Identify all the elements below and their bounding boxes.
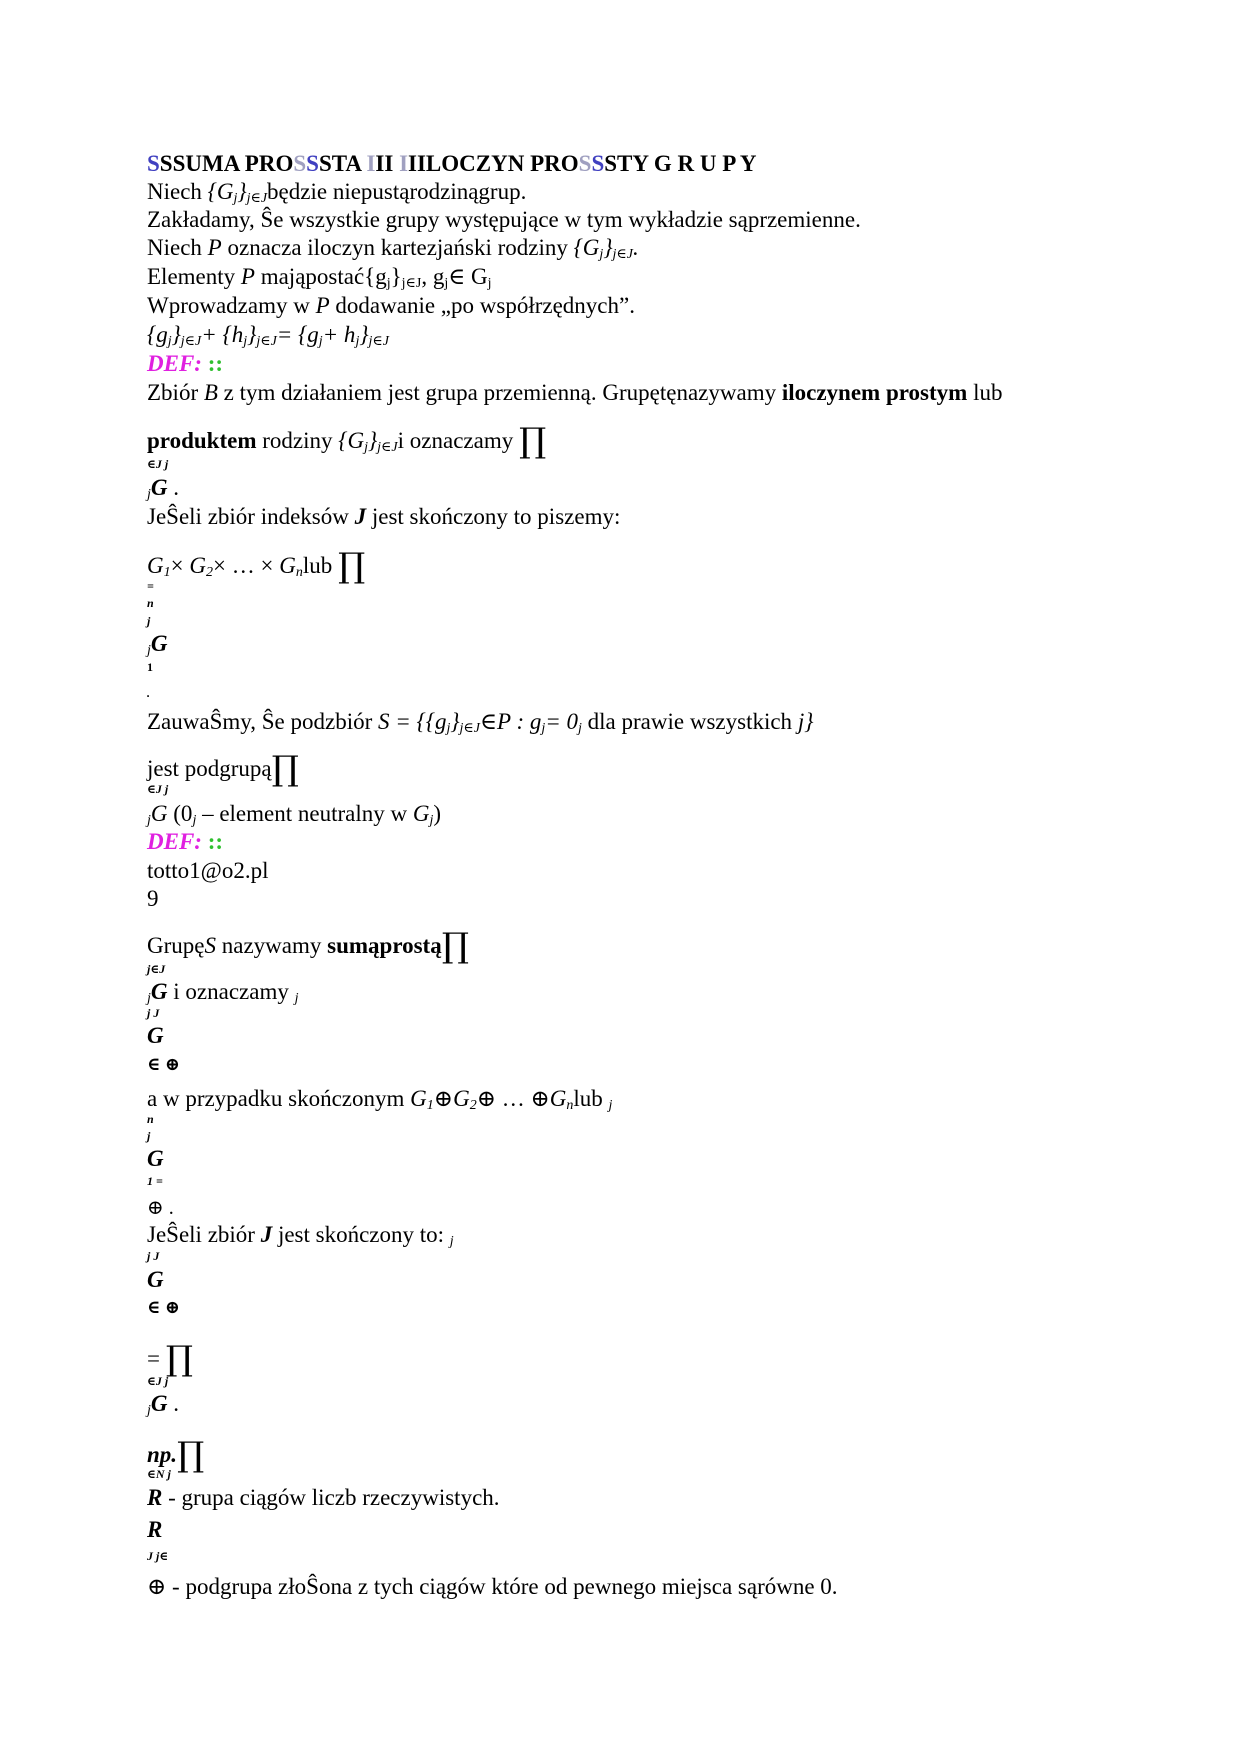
product-symbol: ∏ [441,926,467,966]
math-text: } [359,322,369,347]
math-subscript: j [449,1234,454,1249]
title-glyph: S [306,151,319,176]
title-glyph: S [578,151,592,176]
math-text: : g [510,709,542,734]
text-segment: ZauwaŜmy, Ŝe podzbiór [147,709,379,734]
math-text: } [247,322,257,347]
def-colon: :: [207,829,224,854]
math-subscript: j [599,247,604,262]
math-text: = {{g [389,709,447,734]
text-segment: i oznaczamy [167,979,295,1004]
text-segment: ) [433,801,442,826]
index-fragment: ∈N j [147,1467,171,1481]
math-text: S [204,933,216,958]
text-segment: dla prawie wszystkich [581,709,798,734]
text-segment: nazywamy [215,933,328,958]
text-segment: × … × [212,553,280,578]
math-text: {G [338,428,365,453]
text-segment: dodawanie „po współrzędnych”. [329,293,635,318]
page-number: 9 [147,886,159,911]
text-segment: jest skończony to: [272,1222,450,1247]
bold-term: produktem [147,428,257,453]
math-subscript: 2 [469,1098,477,1113]
text-segment: i oznaczamy [397,428,519,453]
math-subscript: j∈J [368,334,389,349]
math-text: j} [797,709,814,734]
text-segment: JeŜeli zbiór [147,1222,261,1247]
math-text: G [150,475,168,500]
math-subscript: j∈J [401,276,422,291]
math-text: } [171,322,181,347]
math-g: G [147,1267,164,1292]
math-subscript: j [386,276,391,291]
index-fragment: 1 = [147,1174,163,1188]
def-label: DEF: [147,829,202,854]
math-subscript: j [355,334,360,349]
math-text: R [147,1485,163,1510]
text-segment: a w przypadku skończonym [147,1086,411,1111]
definition-heading [147,350,223,378]
math-subscript: j [233,191,238,206]
text-segment: Wprowadzamy w [147,293,316,318]
page-title [147,150,757,178]
math-text: G [189,553,206,578]
text-segment: ⊕ … ⊕ [476,1086,550,1111]
math-subscript: j∈J [612,247,633,262]
math-text: } [237,179,247,204]
product-symbol: ∏ [165,1339,191,1379]
text-segment: lub [967,380,1003,405]
math-text: P [240,264,255,289]
math-text: G [150,979,168,1004]
text-segment: - grupa ciągów liczb rzeczywistych. [162,1485,500,1510]
math-text: P [497,709,511,734]
text-line [147,420,544,462]
text-line [147,379,1002,407]
index-fragment: = [147,579,154,593]
math-text: G [410,1086,427,1111]
math-subscript: j [147,487,151,502]
text-segment: . [167,1391,180,1416]
text-line [147,978,298,1013]
math-text: {G [573,235,600,260]
math-subscript: j [578,721,582,736]
text-line [147,925,467,966]
text-segment: – element neutralny w [196,801,413,826]
math-g: G [147,1146,164,1171]
math-subscript: j [318,334,323,349]
product-symbol: ∏ [271,749,297,789]
text-segment: = [147,1346,166,1371]
math-text: + h [322,322,356,347]
index-fragment: n [147,1112,154,1126]
text-segment: rodziny [256,428,339,453]
formula-line [147,1390,179,1425]
text-line [147,292,635,320]
bold-term: sumąprostą [327,933,442,958]
text-segment: ⊕ [433,1086,454,1111]
text-segment: lub [302,553,338,578]
index-fragment: j∈J [147,962,166,976]
math-text: G [412,801,430,826]
math-text: G [453,1086,470,1111]
text-segment: jest podgrupą [147,756,272,781]
text-segment: } [390,264,402,289]
index-fragment: J j∈ [147,1549,169,1563]
math-subscript: j [541,721,546,736]
title-segment: STY G R U P Y [604,151,757,176]
math-text: } [450,709,460,734]
math-subscript: 2 [205,565,213,580]
index-fragment: n [147,596,154,610]
index-fragment: . [147,686,150,700]
math-subscript: n [295,565,303,580]
math-subscript: j∈J [377,440,398,455]
math-subscript: j∈J [246,191,268,206]
text-segment: z tym działaniem jest grupa przemienną. Grupętęnazywamy [217,380,782,405]
math-text: G [150,631,168,656]
math-subscript: j [446,721,451,736]
oplus-fragment: ∈ ⊕ [147,1297,180,1317]
text-line [147,1484,500,1512]
math-text: {g [147,322,168,347]
title-glyph: S [147,151,160,176]
text-line: Zakładamy, Ŝe wszystkie grupy występujące w tym wykładzie sąprzemienne. [147,207,861,232]
math-subscript: j [147,1403,151,1418]
title-segment: STA [318,151,367,176]
text-segment: będzie niepustąrodzinągrup. [267,179,527,204]
example-label: np. [147,1442,178,1467]
text-segment: , g [421,264,445,289]
index-fragment: ∈J j [147,457,169,471]
math-text: G [549,1086,567,1111]
index-fragment: ∈J j [147,782,169,796]
text-line [147,503,620,531]
text-segment: . [167,475,180,500]
math-text: J [354,504,367,529]
text-segment: mająpostać{g [254,264,387,289]
title-segment: SUMA PRO [172,151,294,176]
title-glyph: S [293,151,307,176]
text-segment: Niech [147,179,208,204]
text-segment: Elementy [147,264,241,289]
math-text: + {h [201,322,244,347]
math-subscript: j∈J [256,334,277,349]
math-r: R [147,1517,163,1542]
math-subscript: j [192,813,197,828]
math-text: G [279,553,296,578]
text-line [147,1573,838,1601]
text-segment: JeŜeli zbiór indeksów [147,504,355,529]
math-text: = 0 [545,709,579,734]
math-subscript: j [243,334,248,349]
math-subscript: j [444,276,449,291]
title-glyph: S [159,151,173,176]
text-segment: (0 [167,801,193,826]
math-subscript: j [487,276,492,291]
math-text: } [603,235,613,260]
index-fragment: 1 [147,660,153,674]
text-line [147,1085,612,1120]
text-segment: - podgrupa złoŜona z tych ciągów które od pewnego miejsca sąrówne 0. [166,1574,838,1599]
math-text: = {g [276,322,319,347]
index-fragment: j [147,1129,151,1143]
text-segment: ∈ G [448,264,488,289]
text-segment: lub [573,1086,609,1111]
math-subscript: j∈J [180,334,202,349]
oplus-symbol: ⊕ [147,1574,167,1599]
text-segment: oznacza iloczyn kartezjański rodziny [221,235,574,260]
index-fragment: j J [147,1249,160,1263]
text-segment: jest skończony to piszemy: [366,504,621,529]
math-subscript: j [608,1098,613,1113]
text-line [147,1221,454,1256]
math-text: G [150,801,168,826]
math-text: P [207,235,222,260]
title-glyph: S [591,151,605,176]
title-glyph: I [399,151,409,176]
definition-heading [147,828,223,856]
formula-line [147,545,363,587]
title-segment: II [375,151,400,176]
math-text: } [367,428,378,453]
math-text: . [632,235,639,260]
def-colon: :: [207,351,224,376]
def-label: DEF: [147,351,202,376]
math-g: G [147,1023,164,1048]
index-fragment: j J [147,1006,160,1020]
math-subscript: j [429,813,434,828]
product-symbol: ∏ [177,1435,203,1475]
math-text: P [315,293,330,318]
math-subscript: n [566,1098,574,1113]
index-fragment: ∈J j [147,1374,169,1388]
product-symbol: ∏ [337,546,364,586]
title-segment: IILOCZYN PRO [408,151,579,176]
math-subscript: 1 [426,1098,434,1113]
math-text: B [203,380,218,405]
formula-line [147,1338,191,1379]
text-line [147,708,813,743]
text-segment: Zbiór [147,380,204,405]
math-subscript: j [147,643,151,658]
math-text: {G [207,179,234,204]
text-segment: Grupę [147,933,205,958]
math-subscript: j [147,813,151,828]
bold-term: iloczynem prostym [781,380,968,405]
math-subscript: 1 [163,565,171,580]
math-subscript: j∈J [459,721,481,736]
math-text: ∈ [480,709,498,734]
oplus-fragment: ⊕ . [147,1197,174,1219]
author-email: totto1@o2.pl [147,858,269,883]
product-symbol: ∏ [518,421,545,461]
math-subscript: j [167,334,172,349]
text-segment: × [170,553,190,578]
math-text: G [150,1391,168,1416]
math-text: G [147,553,164,578]
text-segment: Niech [147,235,208,260]
title-glyph: I [366,151,376,176]
oplus-fragment: ∈ ⊕ [147,1054,180,1074]
math-subscript: j [147,991,151,1006]
math-subscript: j [294,991,299,1006]
math-text: S [378,709,390,734]
index-fragment: j [147,614,151,628]
math-subscript: j [364,440,368,455]
math-text: J [260,1222,273,1247]
